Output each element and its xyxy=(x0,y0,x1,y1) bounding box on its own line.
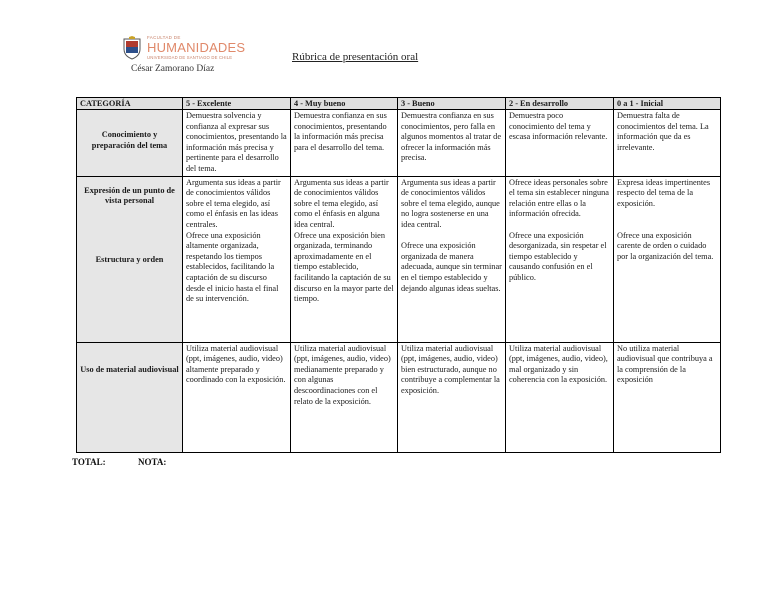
criterion-estructura: Estructura y orden xyxy=(95,254,164,264)
faculty-logo xyxy=(120,34,246,64)
table-cell: Demuestra confianza en sus conocimientos, pero falla en algunos momentos al tratar de ofrecer la información más precisa. xyxy=(398,110,506,177)
page-title: Rúbrica de presentación oral xyxy=(292,51,419,63)
criterion-merged xyxy=(77,176,183,342)
university-crest-icon xyxy=(122,36,142,60)
logo-university-text: UNIVERSIDAD DE SANTIAGO DE CHILE xyxy=(147,55,233,60)
table-cell: Demuestra confianza en sus conocimientos, presentando la información más precisa para el desarrollo del tema. xyxy=(291,110,398,177)
criterion-conocimiento: Conocimiento y preparación del tema xyxy=(77,110,183,177)
author-name: César Zamorano Díaz xyxy=(131,64,215,74)
header-en-desarrollo: 2 - En desarrollo xyxy=(506,98,614,110)
cell-part-a: Ofrece ideas personales sobre el tema sin establecer ninguna relación entre ellas o la información ofrecida. xyxy=(509,177,609,219)
table-cell: Demuestra poco conocimiento del tema y escasa información relevante. xyxy=(506,110,614,177)
table-row xyxy=(77,342,721,452)
cell-part-a: Expresa ideas impertinentes respecto del tema de la exposición. xyxy=(617,177,711,208)
table-row xyxy=(77,110,721,177)
table-cell: No utiliza material audiovisual que contribuya a la comprensión de la exposición xyxy=(614,342,721,452)
table-cell xyxy=(614,176,721,342)
cell-part-a: Argumenta sus ideas a partir de conocimientos válidos sobre el tema elegido, así como el énfasis en las ideas centrales. xyxy=(186,177,281,229)
table-row xyxy=(77,176,721,342)
logo-faculty-text: FACULTAD DE xyxy=(147,35,181,40)
cell-part-b: Ofrece una exposición altamente organizada, respetando los tiempos establecidos, facilitando la captación de su discurso desde el inicio hasta el final de su intervención. xyxy=(186,230,279,304)
cell-part-b: Ofrece una exposición desorganizada, sin respetar el tiempo establecido y causando confusión en el público. xyxy=(509,230,607,282)
criterion-punto-de-vista: Expresión de un punto de vista personal xyxy=(84,185,175,206)
table-cell xyxy=(183,176,291,342)
table-cell: Utiliza material audiovisual (ppt, imágenes, audio, video), mal organizado y sin coherencia con la exposición. xyxy=(506,342,614,452)
nota-label: NOTA: xyxy=(138,457,167,467)
header-bueno: 3 - Bueno xyxy=(398,98,506,110)
header-category: CATEGORÍA xyxy=(77,98,183,110)
table-cell xyxy=(506,176,614,342)
table-cell: Demuestra solvencia y confianza al expresar sus conocimientos, presentando la información más precisa y pertinente para el desarrollo del tema. xyxy=(183,110,291,177)
cell-part-b: Ofrece una exposición carente de orden o cuidado por la organización del tema. xyxy=(617,230,714,261)
table-cell: Utiliza material audiovisual (ppt, imágenes, audio, video) bien estructurado, aunque no contribuye a complementar la exposición. xyxy=(398,342,506,452)
rubric-table xyxy=(76,97,721,453)
table-cell xyxy=(291,176,398,342)
header-muy-bueno: 4 - Muy bueno xyxy=(291,98,398,110)
cell-part-a: Argumenta sus ideas a partir de conocimientos válidos sobre el tema elegido, así como el énfasis en alguna idea central. xyxy=(294,177,389,229)
table-cell: Demuestra falta de conocimientos del tema. La información que da es irrelevante. xyxy=(614,110,721,177)
total-label: TOTAL: xyxy=(72,457,106,467)
table-cell: Utiliza material audiovisual (ppt, imágenes, audio, video) altamente preparado y coordinado con la exposición. xyxy=(183,342,291,452)
cell-part-b: Ofrece una exposición bien organizada, terminando aproximadamente en el tiempo establecido, facilitando la captación de su discurso en la mayor parte del tiempo. xyxy=(294,230,394,304)
header-inicial: 0 a 1 - Inicial xyxy=(614,98,721,110)
cell-part-a: Argumenta sus ideas a partir de conocimientos válidos sobre el tema elegido, aunque no logra sostenerse en una idea central. xyxy=(401,177,500,229)
header-excelente: 5 - Excelente xyxy=(183,98,291,110)
logo-brand-text: HUMANIDADES xyxy=(147,40,246,55)
table-cell xyxy=(398,176,506,342)
table-cell: Utiliza material audiovisual (ppt, imágenes, audio, video) medianamente preparado y con algunas descoordinaciones con el relato de la exposición. xyxy=(291,342,398,452)
table-header-row xyxy=(77,98,721,110)
cell-part-b: Ofrece una exposición organizada de manera adecuada, aunque sin terminar en el tiempo establecido y dejando algunas ideas sueltas. xyxy=(401,241,502,293)
criterion-material-audiovisual: Uso de material audiovisual xyxy=(77,342,183,452)
